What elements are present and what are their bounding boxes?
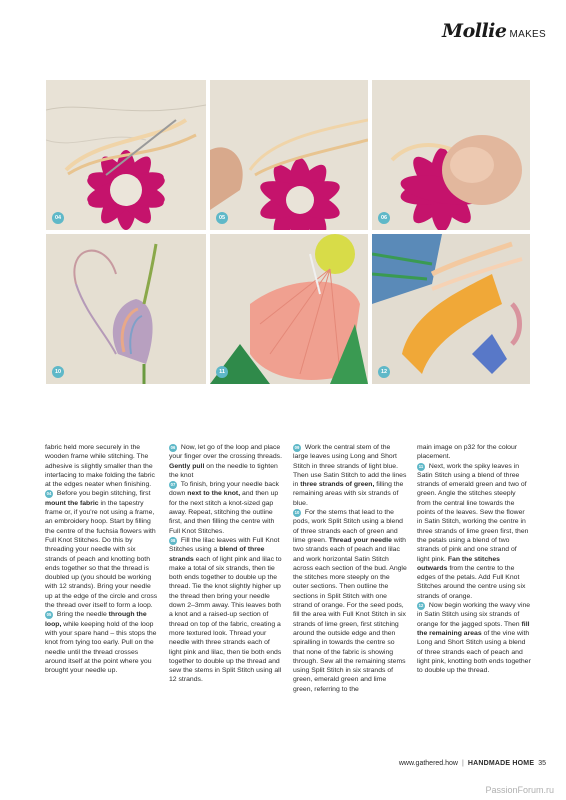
- finger-on-knot-image: [372, 80, 530, 230]
- column-2: [169, 443, 283, 694]
- step-number: 05: [46, 612, 52, 618]
- step-photo-05: [210, 80, 368, 230]
- paragraph-step-08: 08 Fill the lilac leaves with Full Knot Stitches using a blend of three strands each of light pink and lilac to make a total of six strands, then tie both ends together to double up the thread. Tie the knot slightly higher up the thread then bring your needle down 2–3mm away. This leaves both a knot and a raised-up section of thread on top of the fabric, creating a more textured look. Thread your needle with three strands each of light pink and lilac, then tie both ends together to double up the thread and sew the stems in Split Stitch using all 12 strands.: [169, 536, 282, 684]
- step-photo-12: [372, 234, 530, 384]
- paragraph: fabric held more securely in the wooden frame while stitching. The adhesive is slightly smaller than the interfacing to make folding the fabric at the edges neater when finishing.: [45, 444, 155, 489]
- paragraph-step-07: 07 To finish, bring your needle back down next to the knot, and then up for the next stitch a knot-sized gap away. Repeat, stitching the outline first, and then filling the centre with Full Knot Stitches.: [169, 481, 279, 535]
- column-3: [293, 443, 407, 694]
- step-badge-10: 10: [52, 366, 64, 378]
- paragraph-step-05: 05 Bring the needle through the loop, while keeping hold of the loop with your spare hand – this stops the knot from tying too early. Pull on the needle until the thread crosses around itself at the point where you brought your needle up.: [45, 611, 157, 675]
- step-number: 10: [294, 510, 300, 516]
- orange-vine-stitching-image: [372, 234, 530, 384]
- instructions-columns: [45, 443, 531, 694]
- brand-logo: Mollie: [442, 20, 507, 42]
- paragraph-step-09: 09 Work the central stem of the large leaves using Long and Short Stitch in three strands of light blue. Then use Satin Stitch to add the lines in three strands of green, filling the remaining areas with six strands of blue.: [293, 444, 407, 507]
- step-number: 08: [170, 537, 176, 543]
- column-4: [417, 443, 531, 694]
- website-link[interactable]: www.gathered.how: [398, 760, 458, 767]
- fingers-holding-loop-image: [210, 80, 368, 230]
- seed-pod-stitching-image: [46, 234, 206, 384]
- pink-flower-satin-stitch-image: [210, 234, 368, 384]
- step-photo-10: [46, 234, 206, 384]
- magazine-header: [442, 20, 546, 42]
- paragraph-step-04: 04 Before you begin stitching, first mount the fabric in the tapestry frame or, if you're not using a frame, an embroidery hoop. Start by filling the centre of the fuchsia flowers with Full Knot Stitches. Do this by threading your needle with six strands of peach and knotting both ends together so that the thread is doubled up (you should be working with 12 strands). Bring your needle up at the edge of the circle and cross the thread over itself to form a loop.: [45, 490, 158, 610]
- paragraph-step-11: 11 Next, work the spiky leaves in Satin Stitch using a blend of three strands of emerald green and two of green. Angle the stitches steeply from the central line towards the points of the leaves. Sew the flower in Satin Stitch, working the centre in three strands of lime green first, then the petals using a blend of two strands of pink and one strand of light pink. Fan the stitches outwards from the centre to the edges of the petals. Add Full Knot Stitches around the centre using six strands of orange.: [417, 462, 529, 600]
- step-number: 06: [170, 445, 176, 450]
- magazine-name: HANDMADE HOME: [467, 760, 535, 767]
- step-number: 09: [294, 445, 300, 450]
- paragraph-step-12: 12 Now begin working the wavy vine in Satin Stitch using six strands of orange for the jagged spots. Then fill the remaining areas of the vine with Long and Short Stitch using a blend of three strands each of peach and light pink, knotting both ends together to double up the thread.: [417, 602, 531, 675]
- step-number: 07: [170, 482, 176, 488]
- step-badge-12: 12: [378, 366, 390, 378]
- section-label: MAKES: [509, 29, 546, 40]
- watermark: PassionForum.ru: [485, 785, 554, 795]
- column-1: [45, 443, 159, 694]
- step-photo-11: [210, 234, 368, 384]
- step-photo-06: [372, 80, 530, 230]
- footer-divider: |: [461, 760, 464, 767]
- step-badge-06: 06: [378, 212, 390, 224]
- step-badge-04: 04: [52, 212, 64, 224]
- step-badge-05: 05: [216, 212, 228, 224]
- step-badge-11: 11: [216, 366, 228, 378]
- page-number: 35: [538, 760, 546, 767]
- step-photo-04: [46, 80, 206, 230]
- page-footer: [399, 760, 546, 767]
- step-number: 12: [418, 603, 424, 609]
- paragraph-step-06: 06 Now, let go of the loop and place your finger over the crossing threads. Gently pull on the needle to tighten the knot: [169, 444, 282, 479]
- step-number: 11: [418, 463, 424, 469]
- paragraph: main image on p32 for the colour placement.: [417, 444, 518, 461]
- paragraph-step-10: 10 For the stems that lead to the pods, work Split Stitch using a blend of three strands each of green and lime green. Thread your needle with two strands each of peach and lilac and work horizontal Satin Stitch across each section of the bud. Angle the stitches more steeply on the outer sections. Then outline the sections in Split Stitch with one strand of orange. For the seed pods, fill the area with Full Knot Stitch in six strands of lime green, first stitching around the outside edge and then spiralling in towards the centre so that none of the fabric is showing through. Sew all the remaining stems using Split Stitch in six strands of green, emerald green and lime green, referring to the: [293, 509, 407, 693]
- step-number: 04: [46, 491, 52, 497]
- fuchsia-flower-knot-image: [46, 80, 206, 230]
